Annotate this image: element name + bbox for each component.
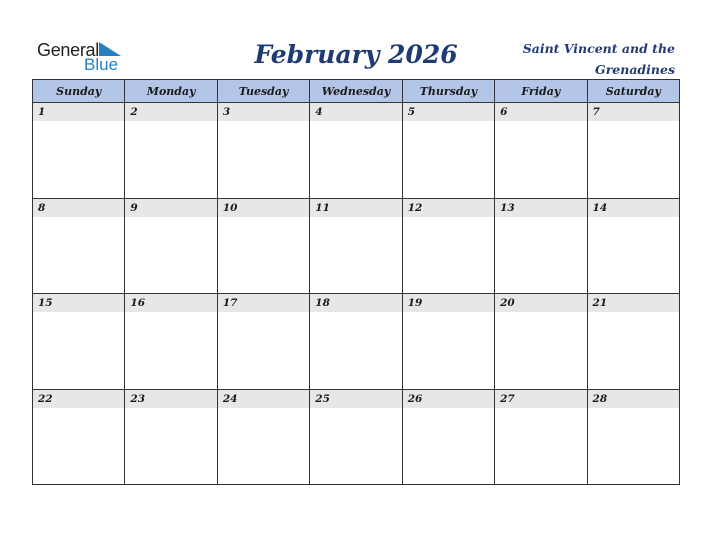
day-cell[interactable] (587, 294, 679, 390)
day-number: 2 (125, 103, 216, 121)
logo-triangle-icon (99, 42, 121, 56)
day-number: 20 (495, 294, 586, 312)
day-cell[interactable] (587, 103, 679, 199)
day-cell[interactable] (402, 103, 494, 199)
day-cell[interactable] (217, 294, 309, 390)
day-number: 15 (33, 294, 124, 312)
day-cell[interactable] (33, 198, 125, 294)
day-cell[interactable] (310, 389, 402, 485)
day-number: 11 (310, 199, 401, 217)
day-cell[interactable] (587, 389, 679, 485)
day-cell[interactable] (33, 103, 125, 199)
week-row (33, 294, 680, 390)
day-number: 21 (588, 294, 679, 312)
day-cell[interactable] (33, 294, 125, 390)
day-number: 22 (33, 390, 124, 408)
day-cell[interactable] (217, 198, 309, 294)
day-cell[interactable] (33, 389, 125, 485)
day-cell[interactable] (402, 294, 494, 390)
weekday-header: Saturday (587, 80, 679, 103)
day-cell[interactable] (125, 198, 217, 294)
day-cell[interactable] (217, 389, 309, 485)
week-row (33, 389, 680, 485)
day-number: 18 (310, 294, 401, 312)
day-number: 19 (403, 294, 494, 312)
day-number: 1 (33, 103, 124, 121)
day-number: 14 (588, 199, 679, 217)
day-number: 10 (218, 199, 309, 217)
day-number: 7 (588, 103, 679, 121)
day-cell[interactable] (125, 103, 217, 199)
page-title: February 2026 (254, 40, 458, 69)
day-cell[interactable] (495, 389, 587, 485)
day-number: 5 (403, 103, 494, 121)
day-number: 23 (125, 390, 216, 408)
weekday-header: Thursday (402, 80, 494, 103)
day-number: 8 (33, 199, 124, 217)
day-cell[interactable] (310, 198, 402, 294)
day-cell[interactable] (125, 294, 217, 390)
day-number: 24 (218, 390, 309, 408)
day-number: 4 (310, 103, 401, 121)
weekday-header: Wednesday (310, 80, 402, 103)
day-cell[interactable] (495, 294, 587, 390)
week-row (33, 103, 680, 199)
day-number: 27 (495, 390, 586, 408)
weekday-header: Friday (495, 80, 587, 103)
logo-word-blue: Blue (84, 55, 119, 74)
weekday-header-row (33, 80, 680, 103)
day-number: 13 (495, 199, 586, 217)
weekday-header: Monday (125, 80, 217, 103)
day-cell[interactable] (310, 294, 402, 390)
day-cell[interactable] (587, 198, 679, 294)
day-cell[interactable] (310, 103, 402, 199)
day-cell[interactable] (217, 103, 309, 199)
day-number: 26 (403, 390, 494, 408)
day-number: 17 (218, 294, 309, 312)
day-cell[interactable] (125, 389, 217, 485)
calendar-grid (32, 79, 680, 485)
day-number: 3 (218, 103, 309, 121)
day-number: 12 (403, 199, 494, 217)
week-row (33, 198, 680, 294)
day-cell[interactable] (495, 198, 587, 294)
region-label: Saint Vincent and the Grenadines (522, 41, 675, 77)
logo (37, 40, 137, 74)
logo-word-general: General (37, 40, 99, 60)
day-number: 6 (495, 103, 586, 121)
day-number: 28 (588, 390, 679, 408)
day-cell[interactable] (402, 389, 494, 485)
day-cell[interactable] (495, 103, 587, 199)
weekday-header: Tuesday (217, 80, 309, 103)
weekday-header: Sunday (33, 80, 125, 103)
day-cell[interactable] (402, 198, 494, 294)
day-number: 9 (125, 199, 216, 217)
day-number: 16 (125, 294, 216, 312)
day-number: 25 (310, 390, 401, 408)
